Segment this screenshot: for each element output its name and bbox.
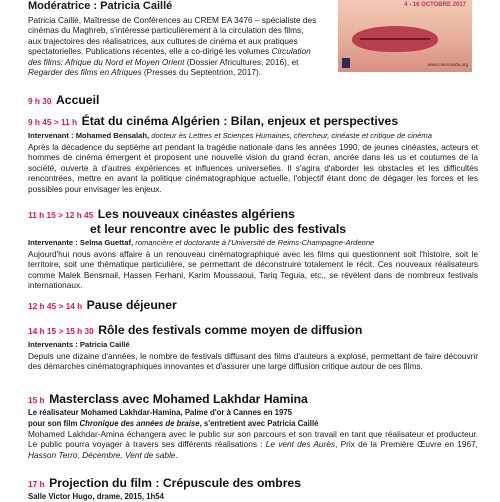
- body-text-a: Mohamed Lakhdar-Amina échangera avec le public sur son parcours et son travail en tant que réalisateur et producteur. Le public pourra voyager à travers ses différents réalisations :: [28, 429, 478, 450]
- session-title: Rôle des festivals comme moyen de diffusion: [98, 323, 363, 337]
- session-description: [28, 429, 478, 460]
- session-description: Depuis une dizaine d'années, le nombre de festivals diffusant des films d'auteurs a explosé, permettant de faire découvrir des démarches cinématographiques innovantes et d'assurer une large diffusion critique autour de ces films.: [28, 351, 478, 372]
- lips-image: [352, 26, 438, 52]
- session-heading: [28, 392, 478, 407]
- speaker-prefix: Intervenante :: [28, 238, 80, 247]
- session-speaker: [28, 238, 478, 248]
- session-title-line2: et leur rencontre avec le public des festivals: [90, 222, 347, 236]
- session-time: 15 h: [28, 395, 45, 405]
- bio-text-2: (Dossier Africultures, 2016), et: [184, 56, 299, 67]
- speaker-desc: docteur ès Lettres et Sciences Humaines, chercheur, cinéaste et critique de cinéma: [149, 131, 432, 140]
- session-time: 12 h 45 > 14 h: [28, 301, 83, 311]
- session-title: Projection du film : Crépuscule des ombres: [49, 476, 301, 490]
- session-subtitle-1: Le réalisateur Mohamed Lakhdar-Hamina, Palme d'or à Cannes en 1975: [28, 408, 293, 417]
- session-festivals: [28, 323, 478, 372]
- speaker-name: Selma Guettaf,: [79, 238, 134, 247]
- speaker-name: Mohamed Bensalah,: [75, 131, 150, 140]
- session-projection: [28, 476, 478, 502]
- session-accueil: [28, 93, 478, 108]
- session-heading: [28, 207, 478, 222]
- session-time: 9 h 45 > 11 h: [28, 117, 78, 127]
- body-text-b: , Prix de la Première Œuvre en 1967,: [335, 439, 478, 450]
- session-subtitle: Salle Victor Hugo, drame, 2015, 1h54: [28, 492, 164, 501]
- moderator-title: Modératrice : Patricia Caillé: [28, 0, 173, 12]
- speaker-name: Patricia Caillé: [79, 340, 130, 349]
- poster-logo-icon: [342, 58, 350, 68]
- session-title-line2-wrap: [28, 222, 478, 236]
- bio-book-1: Circulation des films: Afrique du Nord et Moyen Orient: [28, 46, 311, 67]
- sub2-text-b: , s'entretient avec Patricia Caillé: [199, 419, 319, 428]
- session-title: Pause déjeuner: [86, 298, 177, 312]
- session-etat-cinema: [28, 114, 478, 194]
- session-heading: [28, 476, 478, 491]
- session-title: État du cinéma Algérien : Bilan, enjeux et perspectives: [81, 114, 399, 128]
- session-title: Accueil: [55, 93, 100, 107]
- session-nouveaux-cineastes: [28, 207, 478, 291]
- speaker-prefix: Intervenant :: [28, 131, 76, 140]
- poster-url: www.cinemasdu.org: [427, 62, 468, 67]
- session-title-line1: Les nouveaux cinéastes algériens: [97, 207, 295, 221]
- session-speaker: [28, 131, 478, 141]
- moderator-bio: [28, 15, 318, 77]
- speaker-desc: romancière et doctorante à l'Université de Reims-Champagne-Ardenne: [133, 238, 375, 247]
- session-time: 14 h 15 > 15 h 30: [28, 326, 94, 336]
- speaker-prefix: Intervenants :: [28, 340, 80, 349]
- poster-dates: 4 › 16 OCTOBRE 2017: [404, 2, 466, 8]
- bio-text-3: (Presses du Septentrion, 2017).: [141, 67, 262, 78]
- festival-poster: [338, 0, 472, 72]
- session-time: 9 h 30: [28, 96, 52, 106]
- session-title: Masterclass avec Mohamed Lakhdar Hamina: [49, 392, 308, 406]
- moderator-block: [28, 0, 318, 77]
- sub2-text-a: pour son film: [28, 419, 80, 428]
- session-subtitle-2: [28, 419, 478, 429]
- session-time: 11 h 15 > 12 h 45: [28, 210, 94, 220]
- session-heading: [28, 93, 478, 108]
- session-speaker: [28, 340, 478, 350]
- session-masterclass: [28, 392, 478, 460]
- session-time: 17 h: [28, 479, 45, 489]
- body-text-c: .: [175, 449, 178, 460]
- session-description: Aujourd'hui nous avons affaire à un renouveau cinématographique avec les films qui questionnent soit l'histoire, soit le territoire, soit une thématique particulière, se permettant de déconstruire totalement le récit. Ces nouveaux réalisateurs comme Malek Bensmail, Hassen Ferhani, Karim Moussaoui, Tariq Teguia, etc., se révèlent dans de nombreux festivals internationaux.: [28, 249, 478, 291]
- sub2-film: Chronique des années de braise: [79, 419, 200, 428]
- session-heading: [28, 114, 478, 129]
- session-heading: [28, 323, 478, 338]
- session-heading: [28, 298, 478, 313]
- bio-book-2: Regarder des films en Afriques: [28, 67, 142, 78]
- film-title-2: Hasson Terro, Décembre, Vent de sable: [28, 449, 176, 460]
- film-title-1: Le vent des Aurès: [265, 439, 336, 450]
- session-description: Après la décadence du septième art pendant la tragédie nationale dans les années 1990, de jeunes cinéastes, acteurs et hommes de cinéma émergent et proposent une nouvelle vision du grand écran, ancrée dans les us et coutumes de la société, ouverte à d'autres expériences et influences universelles. Il s'agira d'aborder les obstacles et les difficultés rencontrées, mettre en avant la politique cinématographique actuelle, l'objectif étant donc de dégager les forces et les possibles pour envisager les enjeux.: [28, 142, 478, 194]
- session-pause: [28, 298, 478, 313]
- bio-text-1: Patricia Caillé, Maîtresse de Conférences au CREM EA 3476 – spécialiste des cinémas du Maghreb, s'intéresse particulièrement à la circulation des films, aux trajectoires des réalisatrices, aux cultures de cinéma et aux pratiques spectatorielles. Publications récentes, elle a co-dirigé les volumes: [28, 15, 317, 57]
